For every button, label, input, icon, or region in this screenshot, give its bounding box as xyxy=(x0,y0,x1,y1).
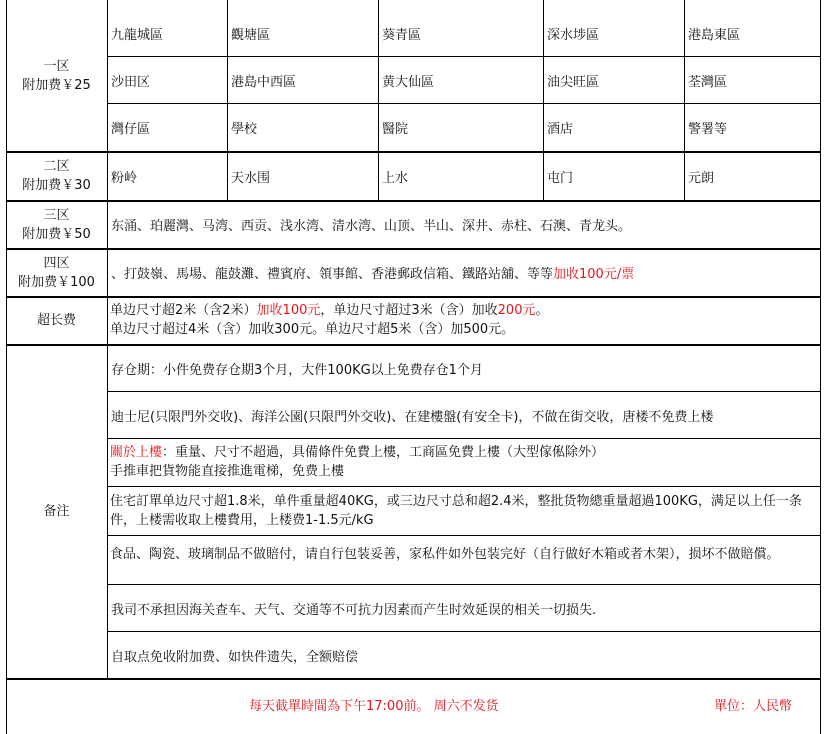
zone2-label xyxy=(6,152,107,200)
zone4-label xyxy=(6,249,107,296)
notes-sep-3 xyxy=(107,486,820,487)
note-upstairs-line-2: 手推車把貨物能直接推進電梯，免费上樓 xyxy=(110,464,345,479)
sep-zone4-oversize xyxy=(6,296,821,298)
note-liability: 我司不承担因海关查车、天气、交通等不可抗力因素而产生时效延误的相关一切损失. xyxy=(111,602,597,618)
note-upstairs-title: 關於上樓 xyxy=(110,445,163,460)
sep-footer xyxy=(6,678,821,680)
zone3-areas: 东涌、珀麗灣、马湾、西贡、浅水湾、清水湾、山顶、半山、深井、赤柱、石澳、青龙头。 xyxy=(111,219,632,234)
oversize-text-c: ，单边尺寸超过3米（含）加收 xyxy=(320,303,498,318)
zone1-cell: 沙田区 xyxy=(111,74,151,90)
zone1-name: 一区 xyxy=(43,58,70,74)
zone2-cell: 元朗 xyxy=(688,170,715,186)
zone4-name: 四区 xyxy=(43,255,70,271)
border-right xyxy=(820,0,821,734)
oversize-line-1 xyxy=(110,301,820,320)
zone1-cell: 荃灣區 xyxy=(688,74,728,90)
zone1-cell: 港島中西區 xyxy=(231,74,297,90)
zone4-fee: 附加费￥100 xyxy=(18,274,95,290)
zone1-fee: 附加费￥25 xyxy=(22,77,91,93)
zone2-cell: 粉岭 xyxy=(111,170,138,186)
oversize-fee-200: 200元 xyxy=(497,303,536,318)
zone2-cell: 上水 xyxy=(382,170,409,186)
oversize-fee-100: 加收100元 xyxy=(256,303,321,318)
zone1-cell: 葵青區 xyxy=(382,27,422,43)
note-fragile: 食品、陶瓷、玻璃制品不做賠付，请自行包装妥善，家私件如外包装完好（自行做好木箱或者木架），损坏不做賠償。 xyxy=(110,547,780,562)
footer-unit: 單位：人民幣 xyxy=(714,699,793,714)
oversize-text-a: 单边尺寸超2米（含2米） xyxy=(110,303,257,318)
zone3-label xyxy=(6,201,107,248)
zone2-fee: 附加费￥30 xyxy=(22,178,91,193)
zone2-name: 二区 xyxy=(43,159,70,174)
zone2-cell: 屯门 xyxy=(547,170,574,186)
oversize-label xyxy=(6,297,107,344)
zone4-surcharge: 加收100元/票 xyxy=(553,267,635,282)
zone1-cell: 黄大仙區 xyxy=(382,74,435,90)
zone3-fee: 附加费￥50 xyxy=(22,226,91,242)
zone1-cell: 學校 xyxy=(231,122,258,137)
zone1-cell: 深水埗區 xyxy=(547,27,600,43)
oversize-text xyxy=(110,301,820,339)
zone1-label xyxy=(6,0,107,151)
zone2-cell: 天水围 xyxy=(231,170,271,186)
zone1-cell: 醫院 xyxy=(382,122,409,137)
note-upstairs-text: ：重量、尺寸不超過，具備條件免費上樓，工商區免費上樓（大型傢俬除外） xyxy=(162,445,605,460)
note-residential: 住宅訂單单边尺寸超1.8米，单件重量超40KG，或三边尺寸总和超2.4米，整批货物總重量超過100KG，满足以上任一条件，上楼需收取上樓費用，上楼费1-1.5元/kG xyxy=(110,494,802,528)
zone1-cell: 觀塘區 xyxy=(231,27,271,43)
zone1-cell: 灣仔區 xyxy=(111,122,151,137)
note-disney: 迪士尼(只限門外交收)、海洋公園(只限門外交收)、在建樓盤(有安全卡)，不做在街交收，唐楼不免费上楼 xyxy=(111,409,714,425)
zone1-cell: 油尖旺區 xyxy=(547,74,600,90)
oversize-line-2: 单边尺寸超过4米（含）加收300元。单边尺寸超5米（含）加500元。 xyxy=(110,322,515,337)
zone1-cell: 港島東區 xyxy=(688,27,741,43)
footer-cutoff: 每天截單時間為下午17:00前。 周六不发货 xyxy=(249,699,499,714)
note-pickup: 自取点免收附加费、如快件遗失，全额赔偿 xyxy=(111,649,359,665)
notes-sep-4 xyxy=(107,535,820,536)
zone4-areas-text: 、打鼓嶺、馬場、龍鼓灘、禮賓府、領事館、香港郵政信箱、鐵路站舖、等等 xyxy=(111,267,554,282)
oversize-text-e: 。 xyxy=(535,303,549,318)
notes-sep-2 xyxy=(107,438,820,439)
zone1-cell: 警署等 xyxy=(688,122,728,137)
zone1-cell: 九龍城區 xyxy=(111,27,164,43)
oversize-title: 超长费 xyxy=(36,313,76,328)
zone4-areas xyxy=(108,249,820,296)
notes-title: 备注 xyxy=(43,504,70,519)
zone1-cell: 酒店 xyxy=(547,122,574,137)
note-storage: 存仓期：小件免费存仓期3个月，大件100KG以上免费存仓1个月 xyxy=(111,362,483,378)
note-upstairs-line-1 xyxy=(110,443,820,462)
note-upstairs xyxy=(110,443,820,481)
notes-label xyxy=(6,345,107,678)
zone3-name: 三区 xyxy=(43,207,70,223)
